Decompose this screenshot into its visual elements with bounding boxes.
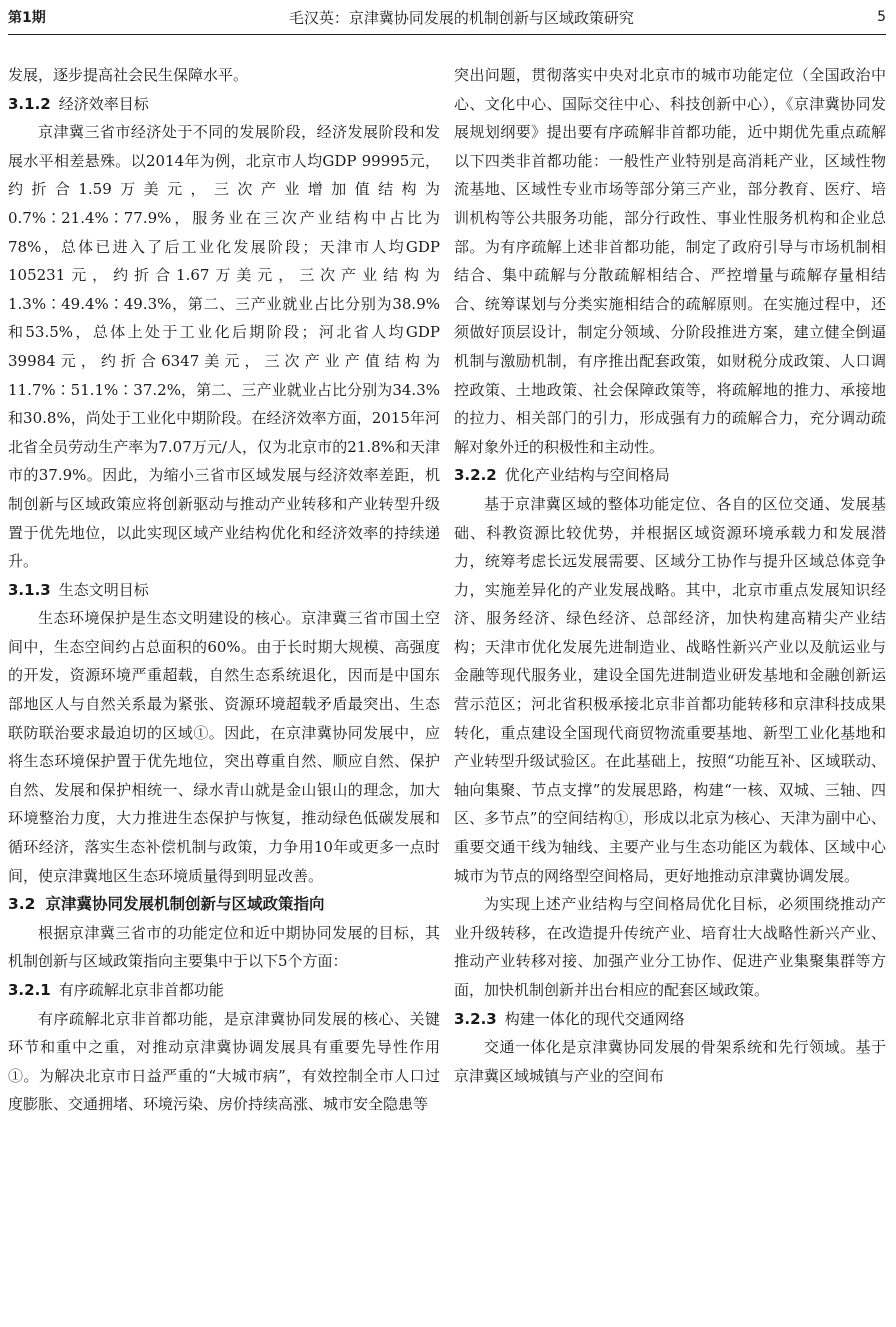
section-number: 3.1.2	[8, 94, 51, 113]
paragraph-continued: 发展，逐步提高社会民生保障水平。	[8, 66, 249, 84]
page-header	[8, 0, 886, 35]
section-title: 经济效率目标	[58, 94, 149, 113]
paragraph-economic-efficiency: 京津冀三省市经济处于不同的发展阶段，经济发展阶段和发展水平相差悬殊。以2014年为例，北京市人均GDP 99995元，约折合1.59万美元，三次产业增加值结构为0.7%∶21.4%∶77.9%，服务业在三次产业结构中占比为78%，总体已进入了后工业化发展阶段；天津市人均GDP 105231元，约折合1.67万美元，三次产业结构为1.3%∶49.4%∶49.3%，第二、三产业就业占比分别为38.9%和53.5%，总体上处于工业化后期阶段；河北省人均GDP 39984元，约折合6347美元，三次产业产值结构为11.7%∶51.1%∶37.2%，第二、三产业就业占比分别为34.3%和30.8%，尚处于工业化中期阶段。在经济效率方面，2015年河北省全员劳动生产率为7.07万元/人，仅为北京市的21.8%和天津市的37.9%。因此，为缩小三省市区域发展与经济效率差距，机制创新与区域政策应将创新驱动与推动产业转移和产业转型升级置于优先地位，以此实现区域产业结构优化和经济效率的持续递升。	[8, 123, 440, 571]
section-heading-3-1-2	[8, 90, 440, 119]
right-column	[454, 61, 886, 1119]
paragraph-continued: 突出问题，贯彻落实中央对北京市的城市功能定位（全国政治中心、文化中心、国际交往中心、科技创新中心），《京津冀协同发展规划纲要》提出要有序疏解非首都功能，近中期优先重点疏解以下四类非首都功能：一般性产业特别是高消耗产业，区域性物流基地、区域性专业市场等部分第三产业，部分教育、医疗、培训机构等公共服务功能，部分行政性、事业性服务机构和企业总部。为有序疏解上述非首都功能，制定了政府引导与市场机制相结合、集中疏解与分散疏解相结合、严控增量与疏解存量相结合、统筹谋划与分类实施相结合的疏解原则。在实施过程中，还须做好顶层设计，制定分领域、分阶段推进方案，建立健全倒逼机制与激励机制，有序推出配套政策，如财税分成政策、人口调控政策、土地政策、社会保障政策等，将疏解地的推力、承接地的拉力、相关部门的引力，形成强有力的疏解合力，充分调动疏解对象外迁的积极性和主动性。	[454, 66, 886, 456]
section-title: 京津冀协同发展机制创新与区域政策指向	[45, 895, 325, 914]
section-title: 优化产业结构与空间格局	[504, 466, 670, 485]
issue-label: 第1期	[8, 10, 46, 26]
section-number: 3.2.2	[454, 466, 497, 485]
section-number: 3.2	[8, 895, 36, 914]
paragraph-industrial-structure: 基于京津冀区域的整体功能定位、各自的区位交通、发展基础、科教资源比较优势，并根据区域资源环境承载力和发展潜力，统筹考虑长远发展需要、区域分工协作与提升区域总体竞争力，实施差异化的产业发展战略。其中，北京市重点发展知识经济、服务经济、绿色经济、总部经济，加快构建高精尖产业结构；天津市优化发展先进制造业、战略性新兴产业以及航运业与金融等现代服务业，建设全国先进制造业研发基地和金融创新运营示范区；河北省积极承接北京非首都功能转移和京津科技成果转化，重点建设全国现代商贸物流重要基地、新型工业化基地和产业转型升级试验区。在此基础上，按照“功能互补、区域联动、轴向集聚、节点支撑”的发展思路，构建“一核、双城、三轴、四区、多节点”的空间结构①，形成以北京为核心、天津为副中心、重要交通干线为轴线、主要产业与生态功能区为载体、区域中心城市为节点的网络型空间格局，更好地推动京津冀协调发展。	[454, 494, 886, 885]
section-title: 有序疏解北京非首都功能	[58, 981, 224, 999]
section-title: 生态文明目标	[58, 580, 149, 599]
paragraph-decentralization: 有序疏解北京非首都功能，是京津冀协同发展的核心、关键环节和重中之重，对推动京津冀协调发展具有重要先导性作用①。为解决北京市日益严重的“大城市病”，有效控制全市人口过度膨胀、交通拥堵、环境污染、房价持续高涨、城市安全隐患等	[8, 1009, 440, 1114]
section-number: 3.2.1	[8, 981, 51, 999]
paragraph-policy-intro: 根据京津冀三省市的功能定位和近中期协同发展的目标，其机制创新与区域政策指向主要集中于以下5个方面：	[8, 923, 440, 971]
section-heading-3-2	[8, 890, 440, 919]
running-title: 毛汉英：京津冀协同发展的机制创新与区域政策研究	[288, 8, 634, 27]
paragraph-optimization: 为实现上述产业结构与空间格局优化目标，必须围绕推动产业升级转移，在改造提升传统产业、培育壮大战略性新兴产业、推动产业转移对接、加强产业分工协作、促进产业集聚集群等方面，加快机制创新并出台相应的配套区域政策。	[454, 895, 886, 999]
section-heading-3-2-2	[454, 461, 886, 490]
paragraph-transport: 交通一体化是京津冀协同发展的骨架系统和先行领域。基于京津冀区域城镇与产业的空间布	[454, 1038, 886, 1085]
section-heading-3-2-1	[8, 976, 440, 1005]
two-column-body	[8, 35, 886, 1119]
section-heading-3-1-3	[8, 576, 440, 605]
left-column	[8, 61, 440, 1119]
paragraph-ecological: 生态环境保护是生态文明建设的核心。京津冀三省市国土空间中，生态空间约占总面积的60%。由于长时期大规模、高强度的开发，资源环境严重超载，自然生态系统退化，因而是中国东部地区人与自然关系最为紧张、资源环境超载矛盾最突出、生态联防联治要求最迫切的区域①。因此，在京津冀协同发展中，应将生态环境保护置于优先地位，突出尊重自然、顺应自然、保护自然、发展和保护相统一、绿水青山就是金山银山的理念，加大环境整治力度，大力推进生态保护与恢复，推动绿色低碳发展和循环经济，落实生态补偿机制与政策，力争用10年或更多一点时间，使京津冀地区生态环境质量得到明显改善。	[8, 609, 440, 885]
section-number: 3.2.3	[454, 1009, 497, 1028]
page-number: 5	[877, 9, 886, 25]
section-number: 3.1.3	[8, 580, 51, 599]
section-title: 构建一体化的现代交通网络	[504, 1009, 685, 1028]
section-heading-3-2-3	[454, 1005, 886, 1034]
